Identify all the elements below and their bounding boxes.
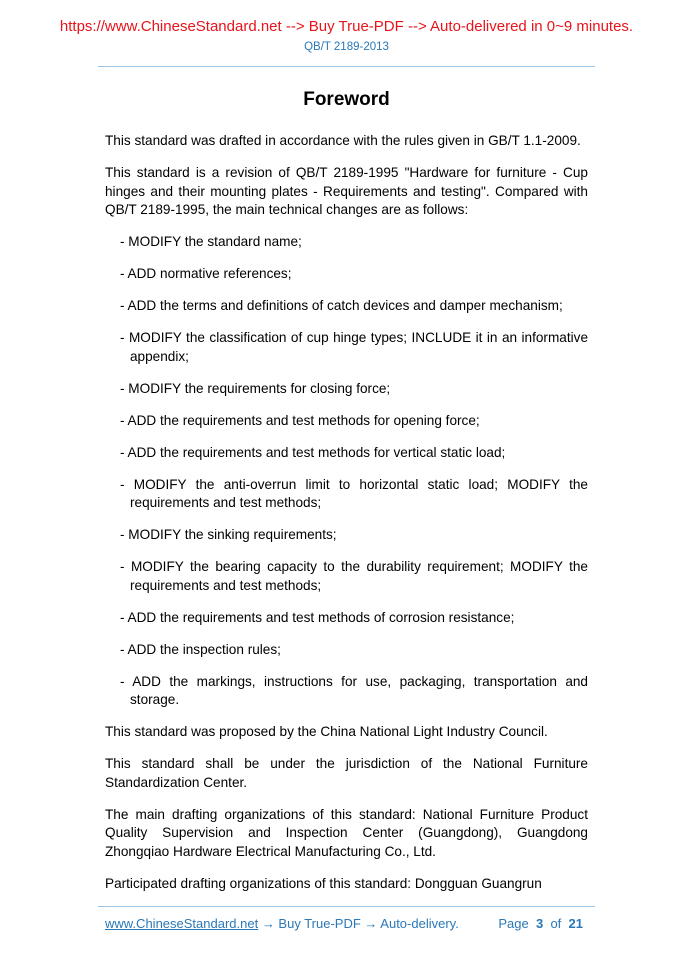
list-item: - MODIFY the classification of cup hinge types; INCLUDE it in an informative appendix; [120,330,588,364]
standard-code: QB/T 2189-2013 [304,41,389,53]
paragraph: This standard shall be under the jurisdiction of the National Furniture Standardization Center. [105,756,588,790]
list-item: - MODIFY the requirements for closing force; [120,380,391,396]
document-body [105,132,588,907]
page-total: 21 [568,916,583,931]
list-item: - ADD the inspection rules; [120,641,281,657]
of-label: of [550,916,562,931]
footer-divider [98,906,595,907]
list-item: - MODIFY the anti-overrun limit to horizontal static load; MODIFY the requirements and test methods; [120,476,588,510]
list-item: - MODIFY the bearing capacity to the durability requirement; MODIFY the requirements and test methods; [120,559,588,593]
footer-text: → Buy True-PDF → Auto-delivery. [258,916,459,931]
header-divider [98,66,595,67]
paragraph: This standard is a revision of QB/T 2189-1995 "Hardware for furniture - Cup hinges and their mounting plates - Requirements and testing". Compared with QB/T 2189-1995, the main technical changes are as follows: [105,165,588,217]
list-item: - ADD normative references; [120,266,292,281]
page-title: Foreword [303,89,390,110]
page-number: 3 [535,916,544,931]
list-item: - ADD the requirements and test methods for opening force; [120,412,480,428]
paragraph: The main drafting organizations of this standard: National Furniture Product Quality Supervision and Inspection Center (Guangdong), Guangdong Zhongqiao Hardware Electrical Manufacturing Co., Ltd. [105,806,588,859]
list-item: - ADD the requirements and test methods for vertical static load; [120,444,506,460]
paragraph: Participated drafting organizations of this standard: Dongguan Guangrun [105,875,542,891]
list-item: - MODIFY the standard name; [120,234,302,249]
list-item: - ADD the requirements and test methods of corrosion resistance; [120,609,515,625]
page-indicator [498,916,583,931]
footer [105,916,583,931]
paragraph: This standard was proposed by the China National Light Industry Council. [105,724,548,739]
list-item: - ADD the markings, instructions for use, packaging, transportation and storage. [120,673,588,707]
page-label: Page [498,916,529,931]
paragraph: This standard was drafted in accordance with the rules given in GB/T 1.1-2009. [105,133,581,148]
list-item: - ADD the terms and definitions of catch devices and damper mechanism; [120,298,563,313]
promo-banner[interactable]: https://www.ChineseStandard.net --> Buy True-PDF --> Auto-delivered in 0~9 minutes. [59,18,634,35]
list-item: - MODIFY the sinking requirements; [120,527,337,542]
footer-link[interactable]: www.ChineseStandard.net [105,916,259,931]
